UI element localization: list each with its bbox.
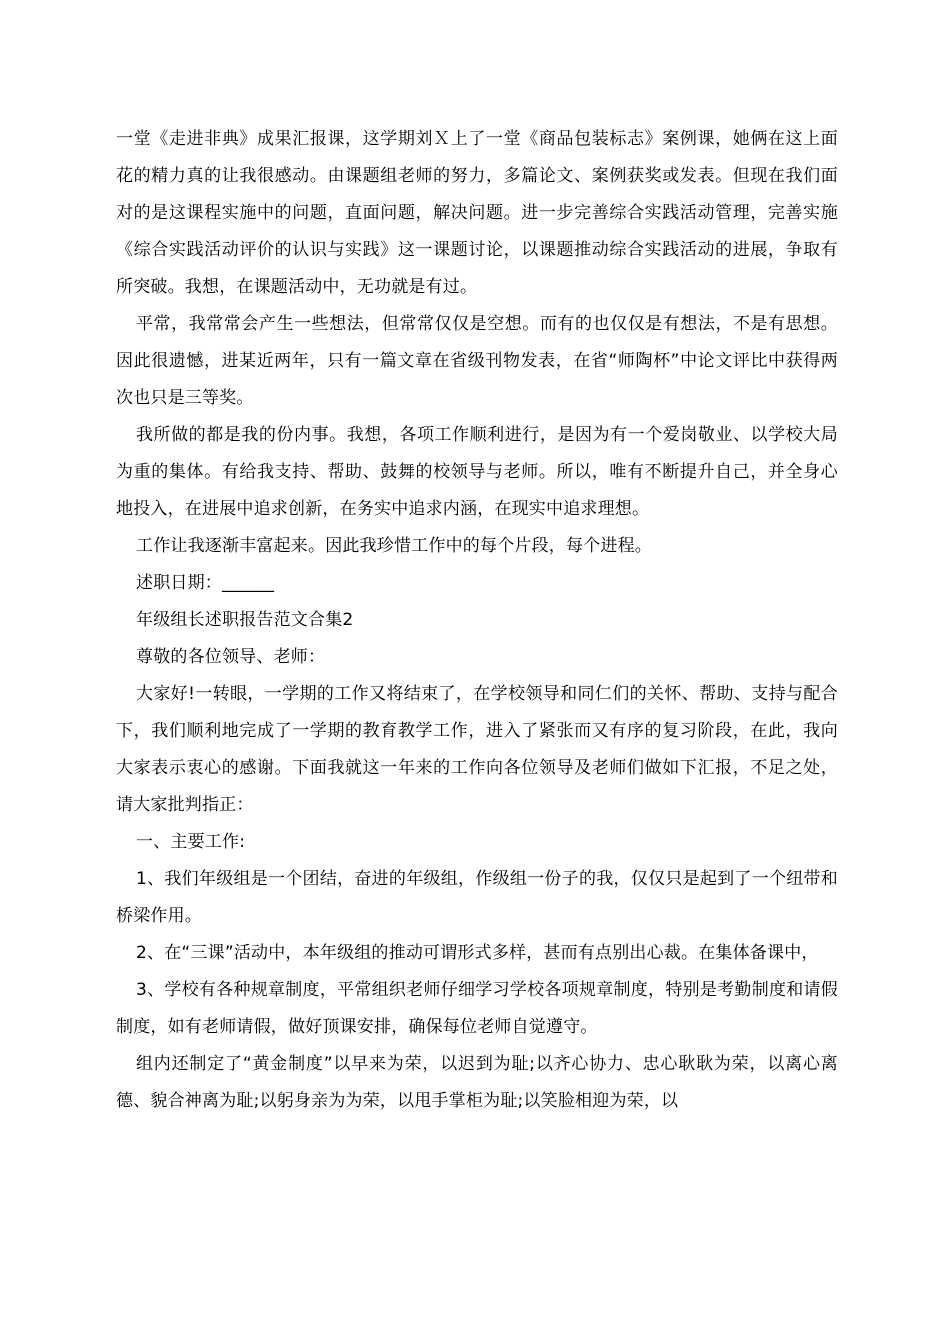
paragraph-cherish-work: 工作让我逐渐丰富起来。因此我珍惜工作中的每个片段，每个进程。 <box>136 536 652 556</box>
paragraph-course-report: 一堂《走进非典》成果汇报课，这学期刘Ｘ上了一堂《商品包装标志》案例课，她俩在这上面花的精力真的让我很感动。由课题组老师的努力，多篇论文、案例获奖或发表。但现在我们面对的是这课程实施中的问题，直面问题，解决问题。进一步完善综合实践活动管理，完善实施《综合实践活动评价的认识与实践》这一课题讨论，以课题推动综合实践活动的进展，争取有所突破。我想，在课题活动中，无功就是有过。 <box>116 129 838 297</box>
heading-main-work: 一、主要工作: <box>136 832 246 852</box>
report-date: 述职日期：______ <box>136 573 275 593</box>
paragraph-golden-rules: 组内还制定了“黄金制度”以早来为荣，以迟到为耻;以齐心协力、忠心耿耿为荣，以离心离德、貌合神离为耻;以躬身亲为为荣，以甩手掌柜为耻;以笑脸相迎为荣，以 <box>116 1054 838 1111</box>
document-body <box>116 121 838 1120</box>
paragraph-item-1: 1、我们年级组是一个团结，奋进的年级组，作级组一份子的我，仅仅只是起到了一个纽带和桥梁作用。 <box>116 869 838 926</box>
paragraph-item-3: 3、学校有各种规章制度，平常组织老师仔细学习学校各项规章制度，特别是考勤制度和请假制度，如有老师请假，做好顶课安排，确保每位老师自觉遵守。 <box>116 980 838 1037</box>
paragraph-greeting: 大家好!一转眼，一学期的工作又将结束了，在学校领导和同仁们的关怀、帮助、支持与配合下，我们顺利地完成了一学期的教育教学工作，进入了紧张而又有序的复习阶段，在此，我向大家表示衷心的感谢。下面我就这一年来的工作向各位领导及老师们做如下汇报，不足之处，请大家批判指正： <box>116 684 838 815</box>
paragraph-item-2: 2、在“三课”活动中，本年级组的推动可谓形式多样，甚而有点别出心裁。在集体备课中， <box>136 943 819 963</box>
section-title: 年级组长述职报告范文合集2 <box>136 610 354 630</box>
paragraph-thoughts: 平常，我常常会产生一些想法，但常常仅仅是空想。而有的也仅仅是有想法，不是有思想。因此很遗憾，进某近两年，只有一篇文章在省级刊物发表，在省“师陶杯”中论文评比中获得两次也只是三等奖。 <box>116 314 838 408</box>
salutation: 尊敬的各位领导、老师： <box>136 647 326 667</box>
paragraph-duty: 我所做的都是我的份内事。我想，各项工作顺利进行，是因为有一个爱岗敬业、以学校大局为重的集体。有给我支持、帮助、鼓舞的校领导与老师。所以，唯有不断提升自己，并全身心地投入，在进展中追求创新，在务实中追求内涵，在现实中追求理想。 <box>116 425 838 519</box>
